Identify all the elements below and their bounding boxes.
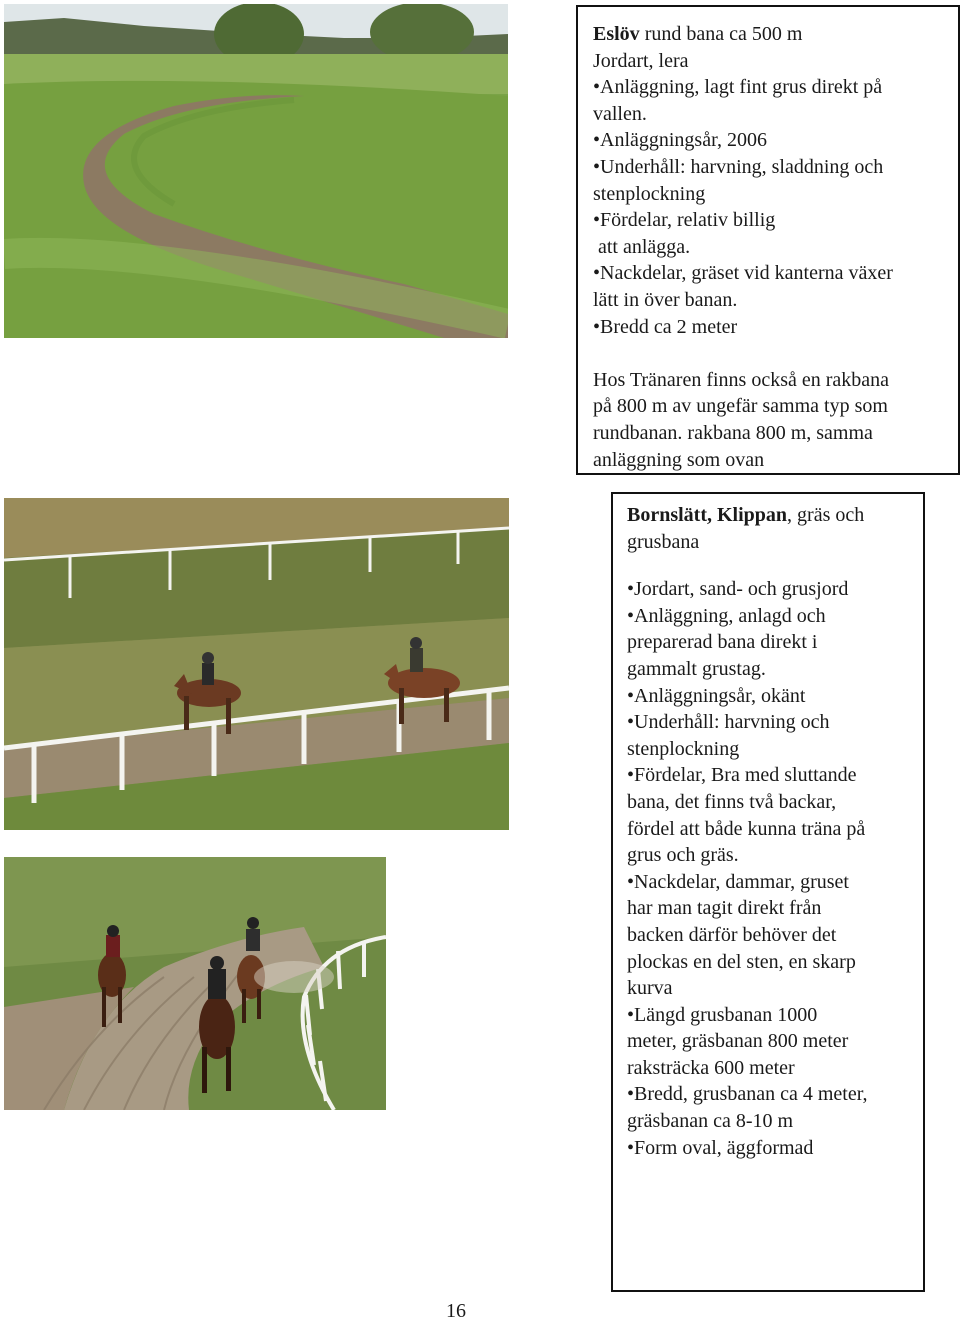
box1-heading-bold: Eslöv (593, 23, 640, 45)
box2-line: gammalt grustag. (627, 657, 766, 680)
box2-line: •Fördelar, Bra med sluttande (627, 764, 857, 787)
box1-line: •Anläggningsår, 2006 (593, 129, 767, 152)
box2-line: grus och gräs. (627, 844, 739, 867)
box1-line: stenplockning (593, 182, 706, 205)
box1-spacer (593, 340, 950, 367)
box2-line: har man tagit direkt från (627, 897, 822, 920)
box2-line: meter, gräsbanan 800 meter (627, 1030, 849, 1053)
page-number: 16 (446, 1300, 466, 1322)
box1-line: lätt in över banan. (593, 288, 738, 311)
box2-line: •Anläggning, anlagd och (627, 604, 826, 627)
box1-line: •Nackdelar, gräset vid kanterna växer (593, 262, 893, 285)
box2-line: •Jordart, sand- och grusjord (627, 578, 849, 601)
box2-spacer (627, 555, 917, 576)
text-box-eslov (576, 5, 960, 475)
box2-line: •Form oval, äggformad (627, 1136, 814, 1159)
box1-note-line: Hos Tränaren finns också en rakbana (593, 368, 890, 391)
box1-note-line: rundbanan. rakbana 800 m, samma (593, 421, 873, 444)
box1-heading-rest: rund bana ca 500 m (639, 23, 803, 45)
photo-horses-track-image (4, 857, 386, 1110)
box1-line: att anlägga. (593, 235, 691, 258)
box2-line: •Bredd, grusbanan ca 4 meter, (627, 1083, 868, 1106)
box2-line: preparerad bana direkt i (627, 631, 818, 654)
photo-horses-slope-image (4, 498, 509, 830)
box2-line: kurva (627, 977, 673, 1000)
box2-line: backen därför behöver det (627, 923, 837, 946)
box2-line: plockas en del sten, en skarp (627, 950, 856, 973)
photo-grass-track (4, 4, 508, 338)
box1-line: Jordart, lera (593, 49, 689, 72)
box2-line: •Underhåll: harvning och (627, 711, 830, 734)
box2-line: •Anläggningsår, okänt (627, 684, 806, 707)
box2-heading (627, 502, 917, 529)
box2-line: gräsbanan ca 8-10 m (627, 1110, 794, 1133)
box1-line: •Fördelar, relativ billig (593, 209, 776, 232)
box2-heading-line2: grusbana (627, 530, 700, 553)
box2-line: •Längd grusbanan 1000 (627, 1003, 818, 1026)
box1-note-line: anläggning som ovan (593, 448, 765, 471)
box2-line: bana, det finns två backar, (627, 790, 837, 813)
text-box-bornslatt (611, 492, 925, 1292)
box2-line: •Nackdelar, dammar, gruset (627, 870, 849, 893)
box2-heading-bold: Bornslätt, Klippan (627, 504, 788, 526)
box1-note-line: på 800 m av ungefär samma typ som (593, 395, 888, 418)
box2-heading-rest: , gräs och (787, 504, 865, 526)
box2-line: raksträcka 600 meter (627, 1056, 795, 1079)
box1-line: vallen. (593, 102, 647, 125)
box2-line: fördel att både kunna träna på (627, 817, 866, 840)
photo-grass-track-image (4, 4, 508, 338)
box2-line: stenplockning (627, 737, 740, 760)
photo-horses-track (4, 857, 386, 1110)
box1-line: •Anläggning, lagt fint grus direkt på (593, 76, 883, 99)
box1-line: •Underhåll: harvning, sladdning och (593, 155, 884, 178)
box1-heading (593, 21, 950, 48)
box1-line: •Bredd ca 2 meter (593, 315, 738, 338)
photo-horses-slope (4, 498, 509, 830)
